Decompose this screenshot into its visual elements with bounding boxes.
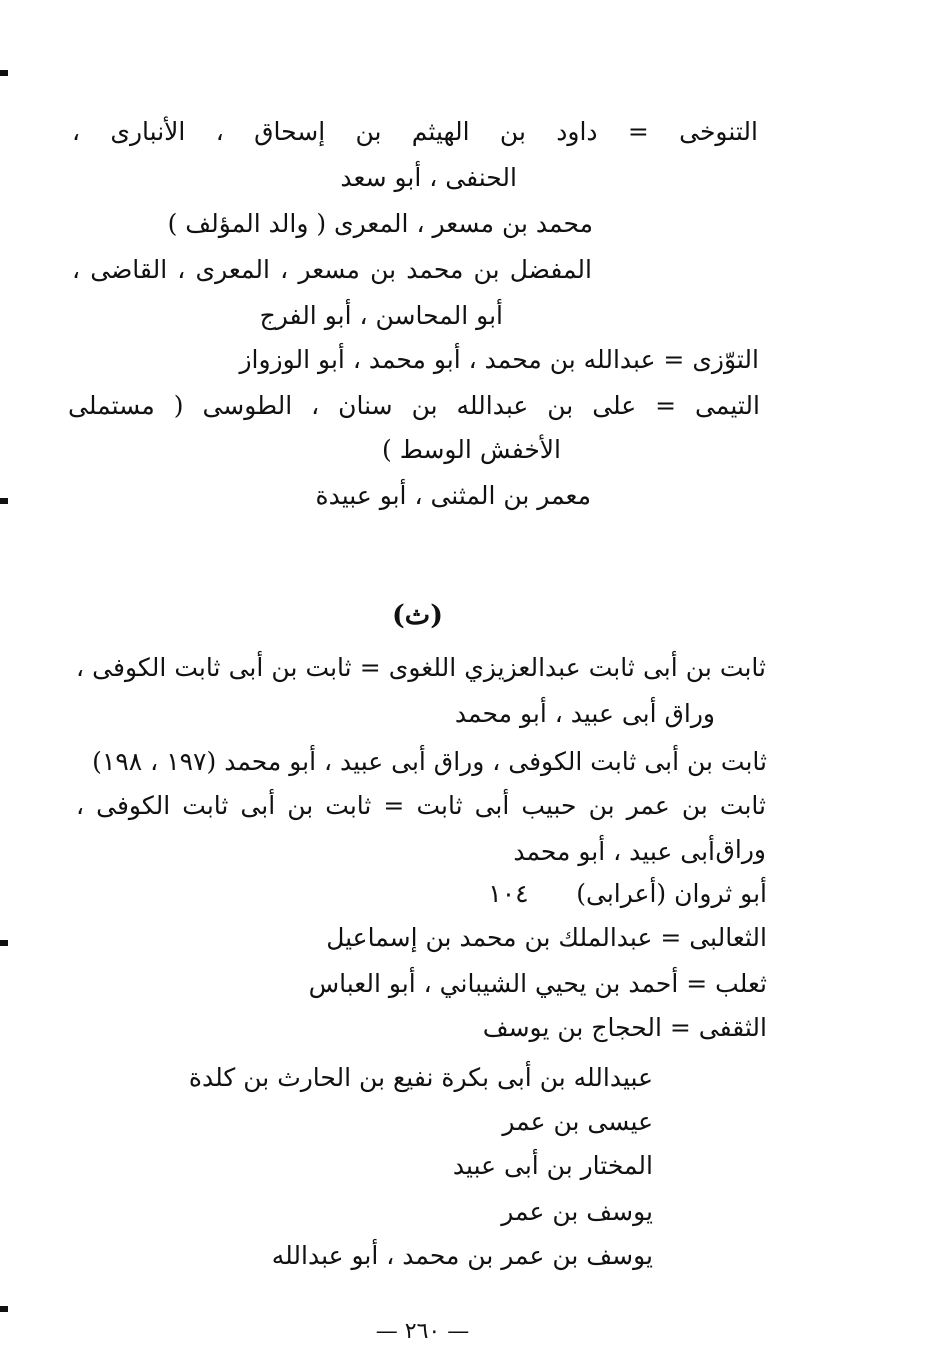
index-entry: أبو ثروان (أعرابى) ١٠٤ [488,879,767,908]
index-subentry: معمر بن المثنى ، أبو عبيدة [315,481,591,510]
index-subentry: يوسف بن عمر بن محمد ، أبو عبدالله [271,1241,653,1270]
margin-mark [0,1306,8,1312]
index-entry-continuation: الأخفش الوسط ) [382,435,561,464]
index-entry-continuation: أبى عبيد ، أبو محمد [513,837,715,866]
margin-mark [0,498,8,504]
index-entry: التيمى = على بن عبدالله بن سنان ، الطوسى ( مستملى [68,391,760,420]
index-entry: ثابت بن أبى ثابت الكوفى ، وراق أبى عبيد ، أبو محمد (١٩٧ ، ١٩٨) [92,747,767,776]
index-subentry-continuation: أبو المحاسن ، أبو الفرج [259,301,503,330]
index-subentry: عبيدالله بن أبى بكرة نفيع بن الحارث بن كلدة [188,1063,653,1092]
margin-mark [0,940,8,946]
index-entry: الثعالبى = عبدالملك بن محمد بن إسماعيل [326,923,767,952]
index-entry: التوّزى = عبدالله بن محمد ، أبو محمد ، أبو الوزواز [239,345,759,374]
index-subentry: عيسى بن عمر [502,1107,653,1136]
index-subentry: المختار بن أبى عبيد [452,1151,653,1180]
index-subentry: محمد بن مسعر ، المعرى ( والد المؤلف ) [167,209,593,238]
section-heading: (ث) [392,600,443,631]
index-entry: ثابت بن عمر بن حبيب أبى ثابت = ثابت بن أبى ثابت الكوفى ، وراق [76,791,766,864]
index-subentry: المفضل بن محمد بن مسعر ، المعرى ، القاضى ، [72,255,592,284]
index-entry-continuation: الحنفى ، أبو سعد [340,163,517,192]
index-subentry: يوسف بن عمر [501,1197,653,1226]
index-entry-continuation: وراق أبى عبيد ، أبو محمد [454,699,715,728]
index-entry: الثقفى = الحجاج بن يوسف [482,1013,767,1042]
index-entry: التنوخى = داود بن الهيثم بن إسحاق ، الأنبارى ، [72,117,758,146]
index-entry: ثابت بن أبى ثابت عبدالعزيزي اللغوى = ثابت بن أبى ثابت الكوفى ، [76,653,766,682]
index-entry: ثعلب = أحمد بن يحيي الشيباني ، أبو العباس [308,969,767,998]
margin-mark [0,70,8,76]
page-number: — ٢٦٠ — [375,1319,470,1344]
